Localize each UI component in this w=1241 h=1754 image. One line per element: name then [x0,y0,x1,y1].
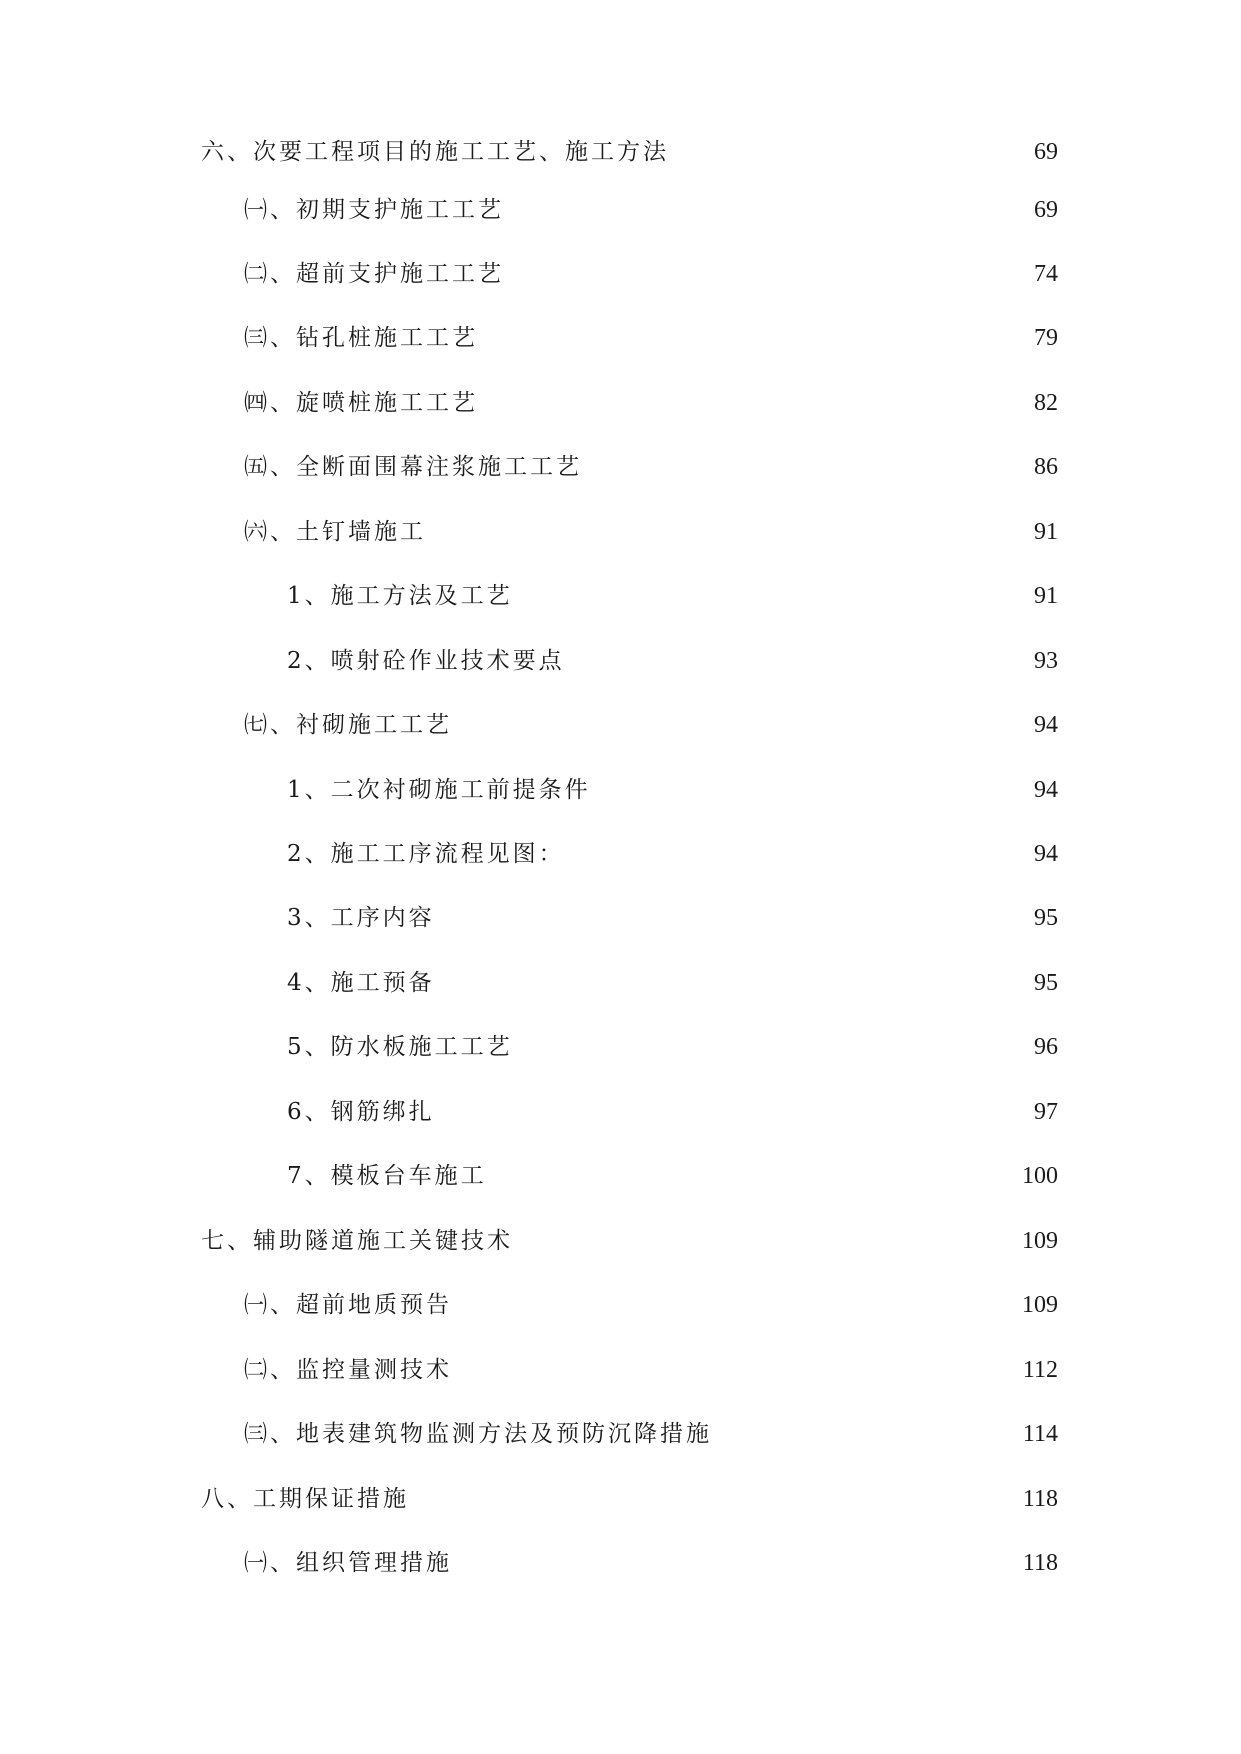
toc-entry[interactable] [0,641,1058,681]
toc-entry-label: 六、次要工程项目的施工工艺、施工方法 [201,139,669,165]
toc-page-number: 93 [1034,648,1058,674]
toc-page-number: 74 [1034,261,1058,287]
toc-entry-label: ㈤、全断面围幕注浆施工工艺 [244,454,582,480]
toc-entry[interactable] [0,383,1058,423]
toc-entry-label: 3、工序内容 [287,905,435,931]
toc-page-number: 86 [1034,454,1058,480]
toc-page-number: 118 [1022,1486,1058,1512]
toc-page-number: 118 [1022,1550,1058,1576]
toc-leader-dots [493,1156,1018,1196]
toc-entry-label: 七、辅助隧道施工关键技术 [201,1228,513,1254]
toc-entry-label: ㈠、初期支护施工工艺 [244,197,504,223]
toc-leader-dots [588,447,1030,487]
toc-leader-dots [571,641,1030,681]
toc-entry-label: ㈠、超前地质预告 [244,1292,452,1318]
toc-entry[interactable] [0,132,1058,172]
toc-entry-label: ㈡、监控量测技术 [244,1357,452,1383]
toc-page-number: 112 [1022,1357,1058,1383]
toc-leader-dots [458,1543,1019,1583]
toc-entry[interactable] [0,254,1058,294]
toc-entry-label: ㈡、超前支护施工工艺 [244,261,504,287]
toc-page-number: 79 [1034,325,1058,351]
toc-leader-dots [484,383,1030,423]
toc-entry-label: ㈠、组织管理措施 [244,1550,452,1576]
toc-leader-dots [571,834,1030,874]
toc-page-number: 100 [1022,1163,1058,1189]
toc-leader-dots [510,254,1030,294]
toc-page-number: 96 [1034,1034,1058,1060]
toc-entry[interactable] [0,770,1058,810]
toc-entry[interactable] [0,1414,1058,1454]
toc-entry[interactable] [0,512,1058,552]
toc-page-number: 82 [1034,390,1058,416]
toc-entry-label: 7、模板台车施工 [287,1163,487,1189]
toc-entry-label: 4、施工预备 [287,970,435,996]
toc-entry-label: ㈢、钻孔桩施工工艺 [244,325,478,351]
toc-leader-dots [597,770,1030,810]
toc-leader-dots [718,1414,1019,1454]
toc-page-number: 94 [1034,712,1058,738]
toc-leader-dots [519,1027,1030,1067]
toc-entry-label: 5、防水板施工工艺 [287,1034,513,1060]
toc-leader-dots [458,1285,1018,1325]
toc-entry-label: 1、二次衬砌施工前提条件 [287,777,591,803]
toc-entry[interactable] [0,1479,1058,1519]
toc-entry[interactable] [0,705,1058,745]
toc-entry-label: ㈢、地表建筑物监测方法及预防沉降措施 [244,1421,712,1447]
toc-entry[interactable] [0,190,1058,230]
toc-entry[interactable] [0,1221,1058,1261]
toc-entry[interactable] [0,1350,1058,1390]
toc-leader-dots [519,1221,1018,1261]
toc-entry[interactable] [0,1092,1058,1132]
toc-page-number: 95 [1034,970,1058,996]
toc-page-number: 109 [1022,1228,1058,1254]
toc-page-number: 91 [1034,583,1058,609]
toc-leader-dots [519,576,1030,616]
toc-page-number: 97 [1034,1099,1058,1125]
toc-page-number: 114 [1022,1421,1058,1447]
toc-leader-dots [441,963,1030,1003]
toc-leader-dots [510,190,1030,230]
toc-page-number: 94 [1034,841,1058,867]
toc-leader-dots [675,132,1030,172]
toc-entry[interactable] [0,898,1058,938]
toc-entry[interactable] [0,963,1058,1003]
toc-entry[interactable] [0,447,1058,487]
toc-entry-label: 1、施工方法及工艺 [287,583,513,609]
toc-page-number: 95 [1034,905,1058,931]
toc-leader-dots [458,1350,1019,1390]
toc-page-number: 94 [1034,777,1058,803]
toc-leader-dots [415,1479,1019,1519]
toc-leader-dots [441,1092,1030,1132]
toc-entry-label: 6、钢筋绑扎 [287,1099,435,1125]
toc-entry[interactable] [0,1027,1058,1067]
toc-leader-dots [432,512,1030,552]
toc-page-number: 69 [1034,197,1058,223]
toc-entry[interactable] [0,1543,1058,1583]
toc-entry[interactable] [0,834,1058,874]
toc-entry-label: ㈥、土钉墙施工 [244,519,426,545]
toc-entry-label: 2、喷射砼作业技术要点 [287,648,565,674]
toc-entry-label: ㈦、衬砌施工工艺 [244,712,452,738]
toc-entry-label: 八、工期保证措施 [201,1486,409,1512]
toc-entry-label: ㈣、旋喷桩施工工艺 [244,390,478,416]
toc-entry[interactable] [0,576,1058,616]
toc-page-number: 109 [1022,1292,1058,1318]
toc-page-number: 91 [1034,519,1058,545]
toc-entry[interactable] [0,318,1058,358]
toc-leader-dots [441,898,1030,938]
toc-leader-dots [484,318,1030,358]
toc-entry[interactable] [0,1156,1058,1196]
toc-entry-label: 2、施工工序流程见图： [287,841,565,867]
toc-page-number: 69 [1034,139,1058,165]
toc-leader-dots [458,705,1030,745]
toc-entry[interactable] [0,1285,1058,1325]
